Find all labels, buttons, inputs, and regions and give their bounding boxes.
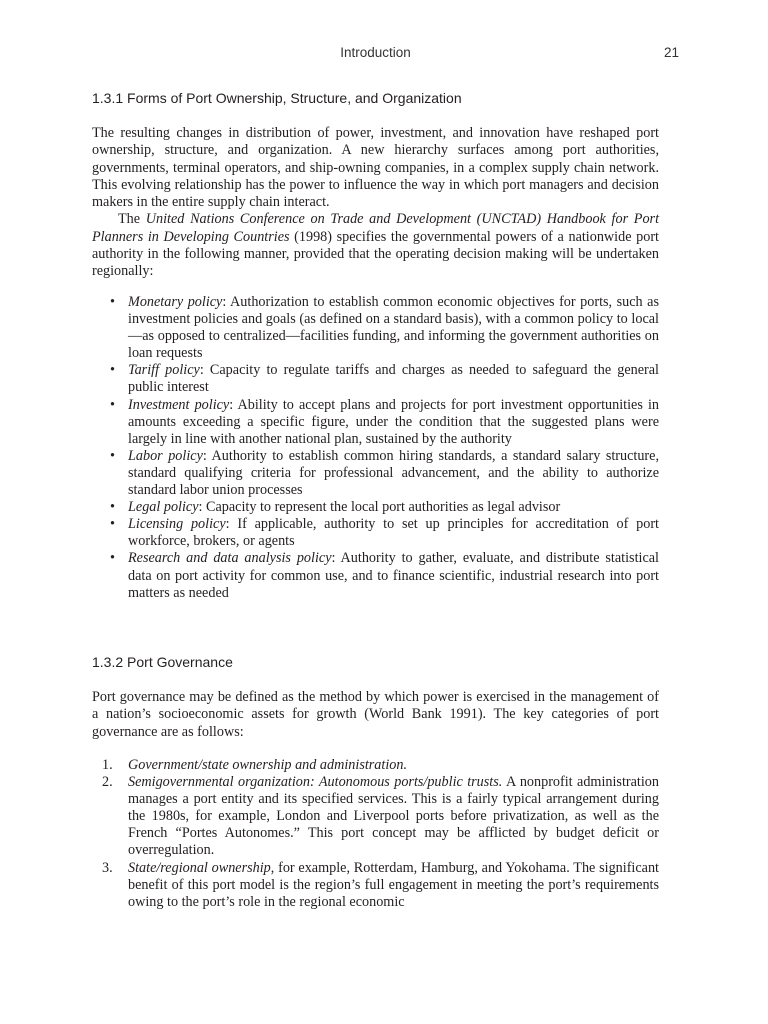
list-item: • Research and data analysis policy: Authority to gather, evaluate, and distribute statistical data on port activity for common use, and to finance scientific, industrial research into port matters as needed	[108, 550, 659, 601]
paragraph: The United Nations Conference on Trade and Development (UNCTAD) Handbook for Port Planners in Developing Countries (1998) specifies the governmental powers of a nationwide port authority in the following manner, provided that the operating decision making will be undertaken regionally:	[92, 211, 660, 280]
list-item: 2. Semigovernmental organization: Autonomous ports/public trusts. A nonprofit administration manages a port entity and its specified services. This is a fairly typical arrangement during the 1980s, for example, London and Liverpool ports before privatization, as well as the French “Portes Autonomes.” This port concept may be afflicted by budget deficit or overregulation.	[102, 774, 659, 859]
section-1-3-2-text	[92, 689, 659, 741]
paragraph: Port governance may be defined as the method by which power is exercised in the management of a nation’s socioeconomic assets for growth (World Bank 1991). The key categories of port governance are as follows:	[92, 689, 659, 740]
policy-list	[108, 294, 659, 602]
list-item: • Tariff policy: Capacity to regulate tariffs and charges as needed to safeguard the general public interest	[108, 362, 659, 396]
page-number: 21	[663, 45, 679, 60]
list-item: • Licensing policy: If applicable, authority to set up principles for accreditation of port workforce, brokers, or agents	[108, 516, 659, 550]
list-item: 1. Government/state ownership and administration.	[102, 757, 408, 773]
list-item: • Labor policy: Authority to establish common hiring standards, a standard salary structure, standard qualifying criteria for professional advancement, and the ability to authorize standard labor union processes	[108, 448, 659, 499]
paragraph: The resulting changes in distribution of power, investment, and innovation have reshaped port ownership, structure, and organization. A new hierarchy surfaces among port authorities, governments, terminal operators, and ship-owning companies, in a complex supply chain network. This evolving relationship has the power to influence the way in which port managers and decision makers in the entire supply chain interact.	[92, 125, 659, 211]
list-item: 3. State/regional ownership, for example, Rotterdam, Hamburg, and Yokohama. The significant benefit of this port model is the region’s full engagement in meeting the port’s requirements owing to the port’s role in the regional economic	[102, 859, 659, 910]
list-item: • Investment policy: Ability to accept plans and projects for port investment opportunities in amounts exceeding a specific figure, under the condition that the suggested plans were largely in line with another national plan, sustained by the authority	[108, 397, 659, 448]
list-item: • Monetary policy: Authorization to establish common economic objectives for ports, such as investment policies and goals (as defined on a standard basis), with a common policy to local—as opposed to centralized—facilities funding, and informing the government authorities on loan requests	[108, 294, 659, 362]
list-item: • Legal policy: Capacity to represent the local port authorities as legal advisor	[108, 499, 659, 516]
section-heading-1-3-2: 1.3.2 Port Governance	[92, 654, 233, 670]
running-header	[92, 45, 679, 65]
governance-list	[102, 757, 659, 911]
section-heading-1-3-1: 1.3.1 Forms of Port Ownership, Structure, and Organization	[92, 90, 462, 106]
handbook-title: United Nations Conference on Trade and Development (UNCTAD) Handbook for Port Planners in Developing Countries	[92, 211, 660, 245]
section-1-3-1-text	[92, 125, 659, 281]
running-title: Introduction	[340, 45, 411, 60]
